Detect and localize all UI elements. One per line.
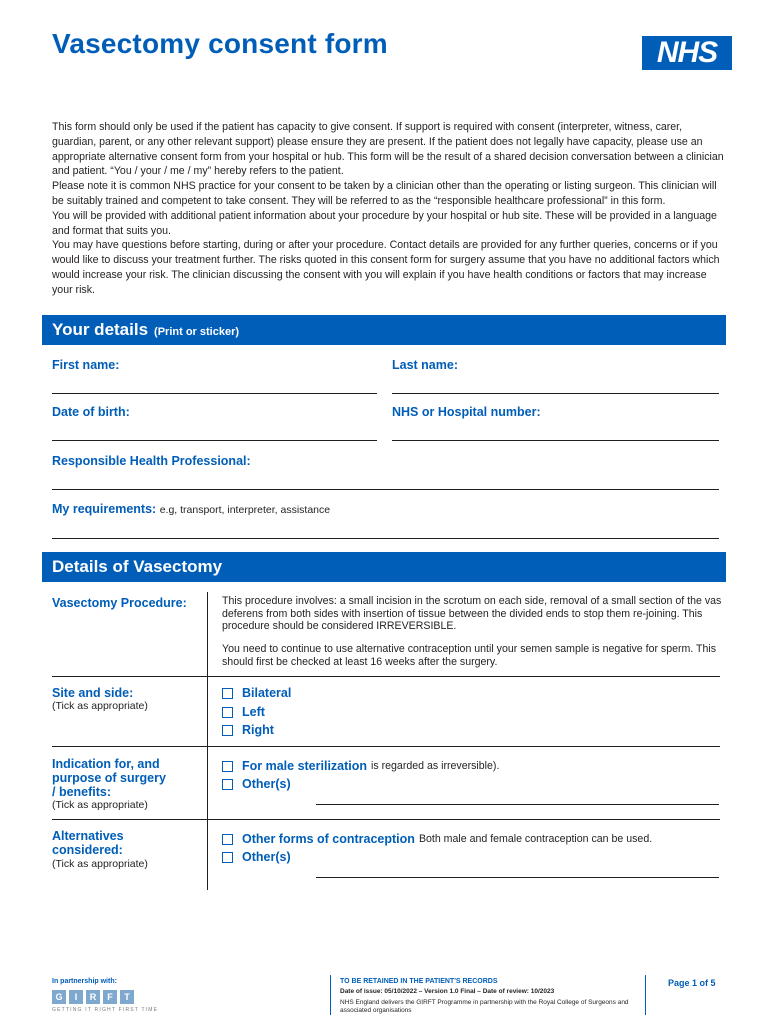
nhs-logo: NHS	[642, 36, 732, 70]
alternatives-other-field[interactable]	[316, 877, 719, 878]
site-side-label: Site and side:	[52, 686, 134, 700]
girft-logo	[52, 990, 134, 1004]
girft-letter: G	[52, 990, 66, 1004]
retained-notice: TO BE RETAINED IN THE PATIENT'S RECORDS	[340, 978, 498, 985]
checkbox-icon[interactable]	[222, 779, 233, 790]
girft-letter: T	[120, 990, 134, 1004]
intro-paragraph: You will be provided with additional patient information about your procedure by your hospital or hub site. These will be provided in a language and format that suits you.	[52, 209, 717, 237]
first-name-label: First name:	[52, 358, 120, 372]
male-sterilization-option[interactable]	[222, 759, 499, 773]
indication-other-option[interactable]	[222, 777, 291, 791]
girft-letter: F	[103, 990, 117, 1004]
option-note: is regarded as irreversible).	[371, 760, 500, 772]
girft-letter: I	[69, 990, 83, 1004]
row-divider	[52, 676, 720, 677]
last-name-label: Last name:	[392, 358, 458, 372]
tick-note: (Tick as appropriate)	[52, 799, 148, 811]
column-divider	[207, 592, 208, 890]
indication-label-line-2: purpose of surgery	[52, 771, 166, 785]
option-label: Left	[242, 705, 265, 719]
footer-divider	[330, 975, 331, 1015]
nhs-number-label: NHS or Hospital number:	[392, 405, 541, 419]
option-label: Bilateral	[242, 686, 292, 700]
requirements-hint: e.g, transport, interpreter, assistance	[159, 504, 331, 516]
left-option[interactable]	[222, 705, 265, 719]
checkbox-icon[interactable]	[222, 707, 233, 718]
option-label: Other(s)	[242, 850, 291, 864]
alternatives-label-line-2: considered:	[52, 843, 123, 857]
dob-field[interactable]	[52, 440, 377, 441]
intro-paragraph: This form should only be used if the patient has capacity to give consent. If support is required with consent (interpreter, witness, carer, guardian, parent, or any other relevant support) please ensure they are present. If the patient does not legally have capacity, please use an appropriate alternative consent form from your hospital or hub. This form will be the result of a shared decision conversation between a clinician and patient. “You / your / me / my” hereby refers to the patient.	[52, 121, 724, 178]
girft-tagline: GETTING IT RIGHT FIRST TIME	[52, 1007, 159, 1013]
tick-note: (Tick as appropriate)	[52, 858, 148, 870]
footer-divider	[645, 975, 646, 1015]
indication-other-field[interactable]	[316, 804, 719, 805]
bilateral-option[interactable]	[222, 686, 291, 700]
checkbox-icon[interactable]	[222, 852, 233, 863]
option-label: Other(s)	[242, 777, 291, 791]
contraception-note: You need to continue to use alternative contraception until your semen sample is negative for sperm. This should first be checked at least 16 weeks after the surgery.	[222, 643, 717, 668]
last-name-field[interactable]	[392, 393, 719, 394]
rhp-field[interactable]	[52, 489, 719, 490]
girft-letter: R	[86, 990, 100, 1004]
procedure-label: Vasectomy Procedure:	[52, 596, 187, 610]
rhp-label: Responsible Health Professional:	[52, 454, 251, 468]
alternatives-label-line-1: Alternatives	[52, 829, 124, 843]
checkbox-icon[interactable]	[222, 761, 233, 772]
dob-label: Date of birth:	[52, 405, 130, 419]
section-heading: Your details	[52, 320, 149, 339]
issue-info: Date of issue: 05/10/2022 – Version 1.0 Final – Date of review: 10/2023	[340, 988, 555, 995]
checkbox-icon[interactable]	[222, 725, 233, 736]
row-divider	[52, 819, 720, 820]
requirements-label	[52, 502, 330, 516]
intro-paragraph: You may have questions before starting, during or after your procedure. Contact details are provided for any further queries, concerns or if you would like to discuss your treatment further. The risks quoted in this consent form for surgery assume that you have no additional factors which would increase your risk. The clinician discussing the consent with you will explain if you have health conditions or factors that may increase your risk.	[52, 239, 720, 296]
first-name-field[interactable]	[52, 393, 377, 394]
row-divider	[52, 746, 720, 747]
partnership-label: In partnership with:	[52, 978, 117, 985]
checkbox-icon[interactable]	[222, 834, 233, 845]
vasectomy-details-header	[42, 552, 726, 582]
indication-label-line-1: Indication for, and	[52, 757, 160, 771]
option-note: Both male and female contraception can be used.	[418, 833, 653, 845]
option-label: Other forms of contraception	[242, 832, 415, 846]
page-number: Page 1 of 5	[668, 978, 716, 988]
option-label: Right	[242, 723, 274, 737]
requirements-title: My requirements:	[52, 502, 157, 516]
page-title: Vasectomy consent form	[52, 28, 388, 59]
intro-paragraph: Please note it is common NHS practice for your consent to be taken by a clinician other than the operating or listing surgeon. This clinician will be suitably trained and competent to take consent. They will be referred to as the “responsible healthcare professional” in this form.	[52, 180, 717, 207]
partner-note: NHS England delivers the GIRFT Programme in partnership with the Royal College of Surgeons and associated organisations	[340, 999, 629, 1014]
right-option[interactable]	[222, 723, 274, 737]
your-details-header	[42, 315, 726, 345]
indication-label-line-3: / benefits:	[52, 785, 112, 799]
checkbox-icon[interactable]	[222, 688, 233, 699]
option-label: For male sterilization	[242, 759, 368, 773]
section-heading: Details of Vasectomy	[52, 557, 223, 576]
alternatives-other-option[interactable]	[222, 850, 291, 864]
other-contraception-option[interactable]	[222, 832, 652, 846]
tick-note: (Tick as appropriate)	[52, 700, 148, 712]
nhs-number-field[interactable]	[392, 440, 719, 441]
section-subheading: (Print or sticker)	[154, 325, 240, 338]
requirements-field[interactable]	[52, 538, 719, 539]
procedure-description: This procedure involves: a small incision in the scrotum on each side, removal of a small section of the vas deferens from both sides with insertion of tissue between the divided ends to stop them re-joining. This procedure should be considered IRREVERSIBLE.	[222, 595, 722, 633]
intro-text	[52, 120, 724, 298]
